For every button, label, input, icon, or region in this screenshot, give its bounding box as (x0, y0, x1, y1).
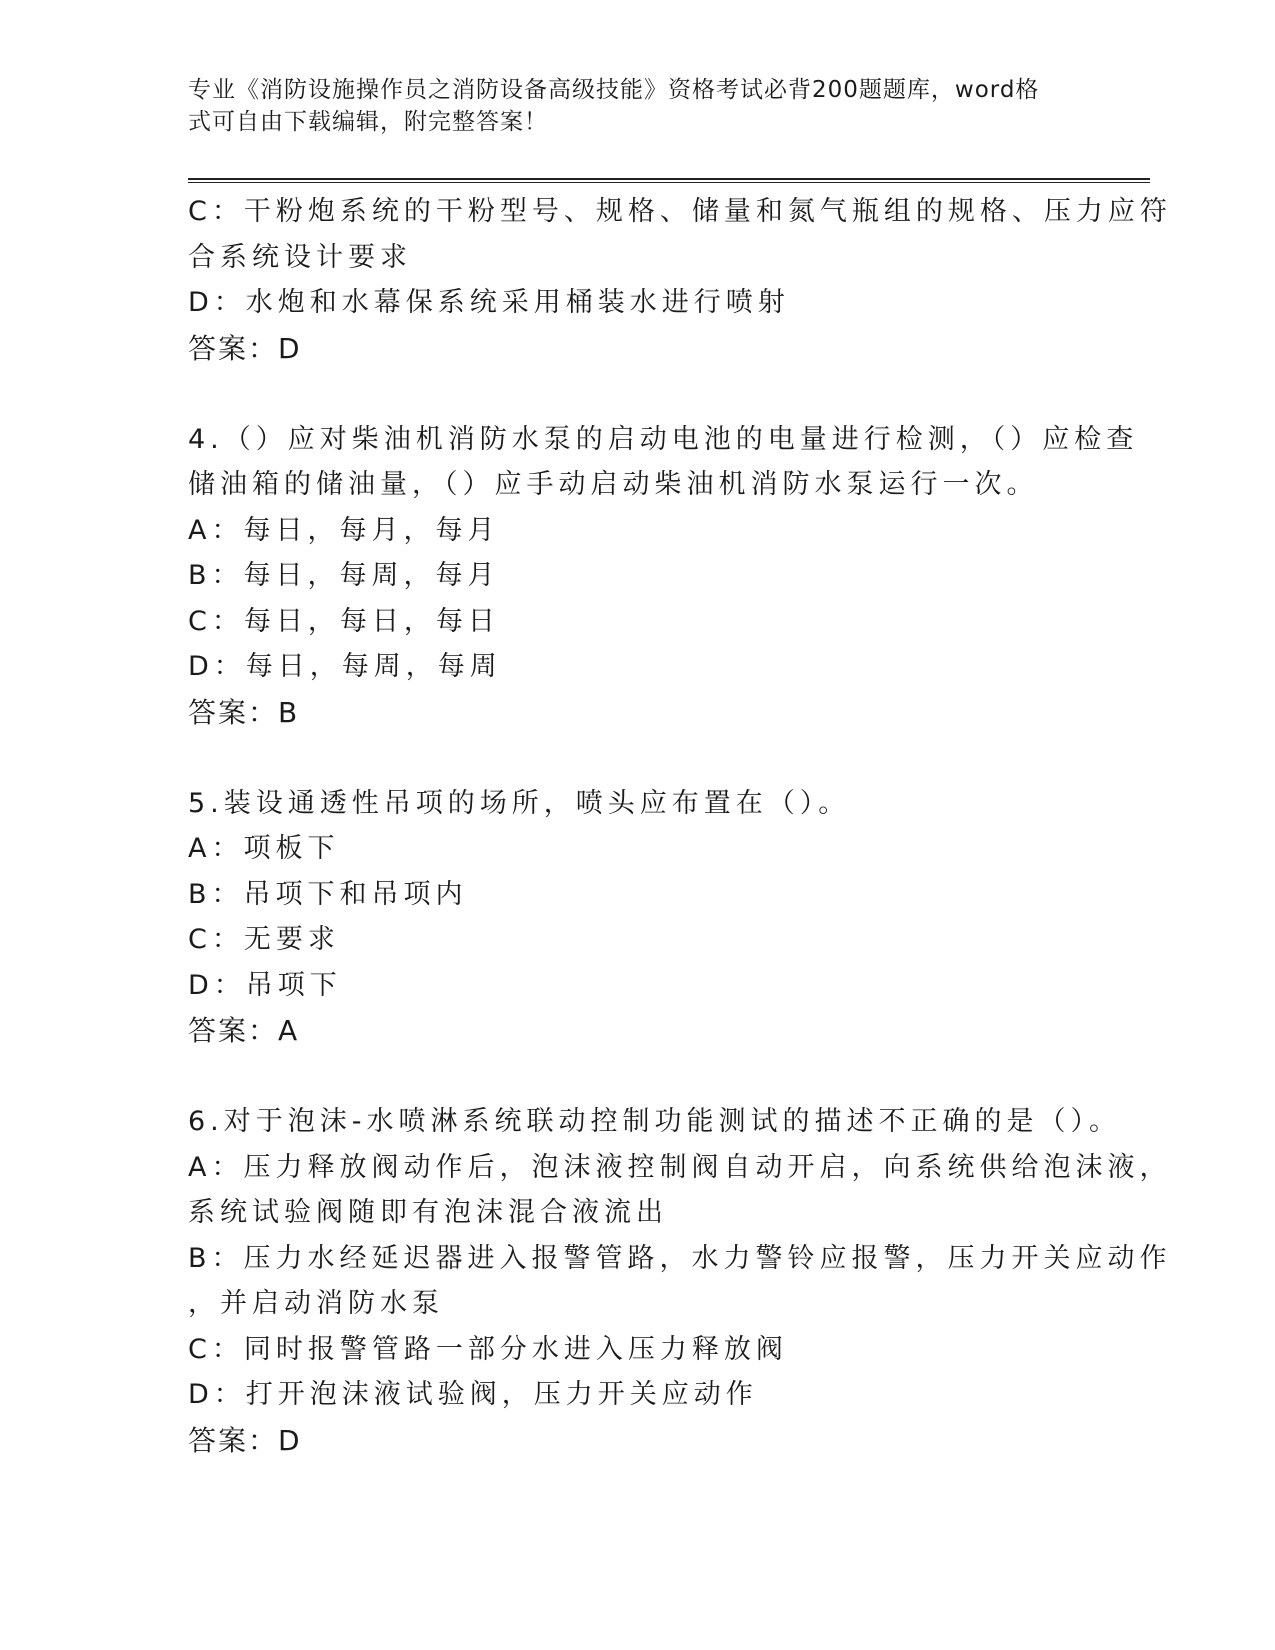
option-c: C：同时报警管路一部分水进入压力释放阀 (188, 1333, 788, 1365)
option-a: A：项板下 (188, 833, 340, 864)
option-c-line-1: C：干粉炮系统的干粉型号、规格、储量和氮气瓶组的规格、压力应符 (188, 196, 1172, 227)
question-stem-line-1: 4.（）应对柴油机消防水泵的启动电池的电量进行检测，（）应检查 (188, 423, 1139, 455)
option-c-line-2: 合系统设计要求 (188, 241, 412, 273)
question-stem: 5.装设通透性吊项的场所，喷头应布置在（）。 (188, 787, 851, 819)
answer: 答案：B (188, 695, 300, 729)
answer: 答案：D (188, 331, 302, 365)
document-header (188, 74, 1068, 138)
option-c: C：每日，每日，每日 (188, 605, 500, 637)
option-a-line-2: 系统试验阀随即有泡沫混合液流出 (188, 1197, 668, 1228)
question-list (188, 189, 1172, 1463)
spacer (188, 371, 1088, 417)
question-3-continued (188, 189, 1172, 371)
question-6 (188, 1099, 1172, 1463)
header-divider (188, 178, 1150, 183)
option-b: B：吊项下和吊项内 (188, 878, 468, 910)
header-title-line-2: 式可自由下载编辑，附完整答案！ (188, 109, 548, 135)
option-c: C：无要求 (188, 924, 340, 955)
option-a-line-1: A：压力释放阀动作后，泡沫液控制阀自动开启，向系统供给泡沫液， (188, 1151, 1172, 1183)
option-b: B：每日，每周，每月 (188, 560, 500, 591)
answer: 答案：A (188, 1014, 300, 1047)
answer: 答案：D (188, 1423, 302, 1457)
question-5 (188, 781, 1088, 1054)
header-title-line-1: 专业《消防设施操作员之消防设备高级技能》资格考试必背200题题库，word格 (188, 77, 1040, 103)
option-b-line-1: B：压力水经延迟器进入报警管路，水力警铃应报警，压力开关应动作 (188, 1242, 1172, 1274)
option-d: D：水炮和水幕保系统采用桶装水进行喷射 (188, 287, 790, 318)
option-d: D：吊项下 (188, 969, 342, 1001)
option-d: D：打开泡沫液试验阀，压力开关应动作 (188, 1379, 758, 1410)
question-4 (188, 417, 1139, 736)
question-stem-line-2: 储油箱的储油量，（）应手动启动柴油机消防水泵运行一次。 (188, 469, 1039, 500)
option-b-line-2: ，并启动消防水泵 (188, 1288, 444, 1319)
spacer (188, 735, 1088, 781)
question-stem: 6.对于泡沫-水喷淋系统联动控制功能测试的描述不正确的是（）。 (188, 1106, 1122, 1137)
option-d: D：每日，每周，每周 (188, 651, 502, 682)
option-a: A：每日，每月，每月 (188, 514, 500, 546)
spacer (188, 1054, 1088, 1100)
